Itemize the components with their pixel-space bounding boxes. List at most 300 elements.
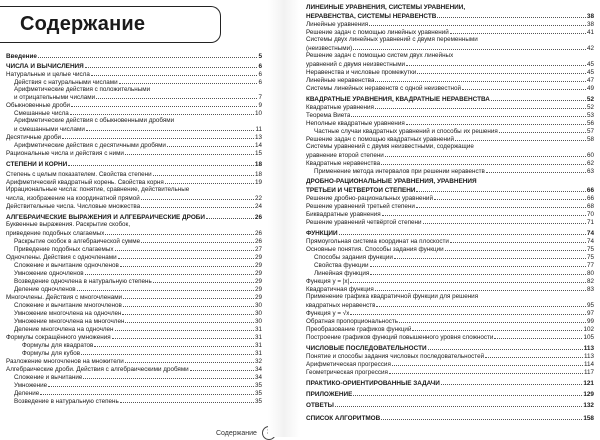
toc-entry-title: Арифметический квадратный корень. Свойства корня [6, 179, 164, 186]
toc-entry-title: Преобразование графиков функций [306, 326, 412, 333]
dot-leader [389, 368, 583, 374]
dot-leader [412, 325, 582, 331]
toc-entry[interactable] [306, 167, 594, 175]
toc-section-heading[interactable] [306, 379, 594, 387]
toc-entry[interactable] [306, 194, 594, 202]
toc-entry[interactable] [6, 101, 262, 109]
toc-page-number: 34 [254, 374, 262, 381]
dot-leader [153, 170, 254, 176]
dot-leader [450, 28, 586, 34]
toc-entry[interactable] [6, 221, 262, 228]
dot-leader [125, 317, 254, 323]
toc-page-number: 75 [586, 254, 594, 261]
dot-leader [416, 202, 586, 208]
toc-entry-title: Рациональные числа и действия с ними [6, 150, 124, 157]
toc-section-heading[interactable] [306, 186, 594, 194]
dot-leader [122, 309, 254, 315]
dot-leader [123, 293, 254, 299]
dot-leader [68, 160, 254, 166]
toc-section-heading[interactable] [306, 401, 594, 409]
toc-entry-title: Натуральные и целые числа [6, 71, 90, 78]
toc-section-heading[interactable] [306, 4, 594, 11]
dot-leader [105, 229, 254, 235]
toc-page-number: 9 [258, 102, 262, 109]
toc-entry[interactable] [306, 309, 594, 317]
toc-entry[interactable] [306, 68, 594, 76]
toc-entry-title: Линейная функция [314, 270, 370, 277]
toc-entry-title: ОТВЕТЫ [306, 402, 334, 409]
dot-leader [115, 325, 254, 331]
toc-entry[interactable] [306, 269, 594, 277]
toc-entry[interactable] [306, 301, 594, 309]
toc-entry-title: Биквадратные уравнения [306, 211, 381, 218]
dot-leader [71, 101, 257, 107]
toc-page-number: 158 [583, 415, 594, 422]
toc-entry-title: Прямоугольная система координат на плоскости [306, 238, 449, 245]
toc-page-number: 80 [586, 270, 594, 277]
toc-page-number: 6 [258, 79, 262, 86]
toc-entry[interactable] [6, 389, 262, 397]
toc-entry-title: Формулы сокращённого умножения [6, 334, 111, 341]
toc-entry[interactable] [6, 357, 262, 365]
toc-entry[interactable] [306, 159, 594, 167]
dot-leader [455, 135, 586, 141]
toc-entry-title: квадратных неравенств [306, 302, 376, 309]
toc-page-number: 53 [586, 112, 594, 119]
toc-entry-title: Разложение многочленов на множители [6, 358, 124, 365]
dot-leader [141, 237, 254, 243]
toc-entry-title: Построение графиков функций повышенного уровня сложности [306, 334, 494, 341]
toc-page-number: 102 [583, 326, 594, 333]
toc-page-number: 68 [586, 203, 594, 210]
toc-entry[interactable] [6, 109, 262, 117]
toc-entry[interactable] [306, 60, 594, 68]
dot-leader [399, 317, 586, 323]
toc-entry[interactable] [6, 397, 262, 405]
toc-entry-title: Решение дробно-рациональных уравнений [306, 195, 433, 202]
dot-leader [375, 76, 586, 82]
dot-leader [141, 194, 254, 200]
toc-section-heading[interactable] [306, 344, 594, 352]
toc-entry[interactable] [6, 317, 262, 325]
toc-section-heading[interactable] [306, 414, 594, 422]
toc-page-number: 47 [586, 77, 594, 84]
toc-entry[interactable] [6, 186, 262, 193]
toc-entry[interactable] [6, 333, 262, 341]
toc-entry[interactable] [6, 277, 262, 285]
toc-entry[interactable] [306, 103, 594, 111]
toc-page-number: 49 [586, 85, 594, 92]
toc-section-heading[interactable] [6, 213, 262, 221]
toc-entry[interactable] [306, 84, 594, 92]
dot-leader [62, 133, 254, 139]
toc-entry[interactable] [306, 277, 594, 285]
toc-entry-title: ДРОБНО-РАЦИОНАЛЬНЫЕ УРАВНЕНИЯ, УРАВНЕНИЯ [306, 178, 477, 185]
dot-leader [85, 62, 258, 68]
toc-page-number: 22 [254, 195, 262, 202]
toc-page-number: 95 [586, 302, 594, 309]
toc-page-number: 74 [586, 238, 594, 245]
dot-leader [494, 333, 582, 339]
dot-leader [339, 229, 586, 235]
toc-entry-title: Применение метода интервалов при решении неравенств [314, 168, 485, 175]
toc-entry-title: Буквенные выражения. Раскрытие скобок, [6, 221, 131, 228]
toc-entry[interactable] [306, 135, 594, 143]
dot-leader [81, 349, 254, 355]
toc-entry-title: Способы задания функции [314, 254, 393, 261]
dot-leader [350, 277, 586, 283]
dot-leader [125, 149, 254, 155]
toc-entry-title: Арифметические действия с положительными [14, 86, 151, 93]
toc-entry-title: приведение подобных слагаемых [6, 230, 105, 237]
toc-entry-title: Системы двух линейных уравнений с двумя переменными [306, 36, 478, 43]
toc-entry[interactable] [6, 269, 262, 277]
toc-entry[interactable] [6, 117, 262, 124]
toc-entry-title: Умножение одночленов [14, 270, 84, 277]
toc-entry[interactable] [6, 237, 262, 245]
toc-section-heading[interactable] [306, 229, 594, 237]
toc-entry[interactable] [6, 293, 262, 301]
toc-entry[interactable] [306, 127, 594, 135]
toc-entry-title: СТЕПЕНИ И КОРНИ [6, 161, 68, 168]
dot-leader [491, 95, 586, 101]
dot-leader [417, 68, 586, 74]
toc-entry[interactable] [306, 285, 594, 293]
dot-leader [96, 93, 257, 99]
toc-entry[interactable] [306, 352, 594, 360]
toc-entry-title: КВАДРАТНЫЕ УРАВНЕНИЯ, КВАДРАТНЫЕ НЕРАВЕНСТВА [306, 96, 490, 103]
toc-entry-title: Введение [6, 53, 37, 60]
dot-leader [141, 202, 254, 208]
toc-page-number: 34 [254, 366, 262, 373]
dot-leader [118, 253, 254, 259]
toc-page-number: 30 [254, 310, 262, 317]
toc-page-number: 18 [254, 171, 262, 178]
toc-page-number: 66 [586, 187, 594, 194]
toc-page-number: 29 [254, 254, 262, 261]
toc-entry-title: Деление [14, 390, 40, 397]
toc-page-number: 26 [254, 238, 262, 245]
toc-entry[interactable] [6, 261, 262, 269]
dot-leader [120, 397, 254, 403]
toc-entry-title: Применение графика квадратичной функции для решения [306, 293, 479, 300]
dot-leader [445, 245, 586, 251]
toc-entry-title: Функция y = |x| [306, 278, 350, 285]
toc-entry[interactable] [306, 28, 594, 36]
toc-entry-title: Сложение и вычитание многочленов [14, 302, 122, 309]
toc-entry[interactable] [6, 202, 262, 210]
toc-page-number: 58 [586, 136, 594, 143]
toc-page-number: 24 [254, 203, 262, 210]
toc-page-number: 105 [583, 334, 594, 341]
toc-entry[interactable] [6, 86, 262, 93]
dot-leader [125, 357, 254, 363]
toc-page-number: 5 [258, 53, 262, 60]
toc-page-number: 62 [586, 160, 594, 167]
toc-page-number: 70 [586, 211, 594, 218]
toc-entry-title: Решение задач с помощью линейных уравнений [306, 29, 449, 36]
toc-entry[interactable] [6, 170, 262, 178]
toc-entry-title: числа, изображение на координатной прямой [6, 195, 140, 202]
dot-leader [38, 52, 257, 58]
toc-entry[interactable] [6, 325, 262, 333]
dot-leader [406, 60, 586, 66]
dot-leader [165, 178, 254, 184]
toc-entry-title: Линейные уравнения [306, 21, 369, 28]
toc-page-number: 6 [258, 63, 262, 70]
toc-page-number: 32 [254, 358, 262, 365]
toc-page-number: 63 [586, 168, 594, 175]
toc-entry[interactable] [306, 111, 594, 119]
toc-page-number: 75 [586, 246, 594, 253]
toc-page-number: 57 [586, 128, 594, 135]
dot-leader [94, 341, 254, 347]
toc-entry[interactable] [6, 309, 262, 317]
toc-page-number: 113 [583, 345, 594, 352]
toc-section-heading[interactable] [6, 62, 262, 70]
dot-leader [48, 381, 254, 387]
toc-entry-title: Геометрическая прогрессия [306, 369, 388, 376]
toc-entry[interactable] [306, 76, 594, 84]
toc-page-number: 56 [586, 120, 594, 127]
toc-entry-title: Основные понятия. Способы задания функции [306, 246, 444, 253]
toc-entry[interactable] [306, 325, 594, 333]
toc-entry[interactable] [306, 151, 594, 159]
dot-leader [190, 365, 254, 371]
toc-page-number: 35 [254, 382, 262, 389]
toc-entry-title: Смешанные числа [14, 110, 69, 117]
dot-leader [86, 125, 255, 131]
toc-page-number: 66 [586, 195, 594, 202]
toc-page-number: 29 [254, 278, 262, 285]
dot-leader [353, 44, 586, 50]
toc-entry-title: Неполные квадратные уравнения [306, 120, 405, 127]
toc-entry[interactable] [6, 70, 262, 78]
toc-entry-title: Иррациональные числа: понятие, сравнение, действительные [6, 186, 190, 193]
toc-entry-title: Деление одночленов [14, 286, 76, 293]
toc-entry-title: Решение задач с помощью квадратных уравнений [306, 136, 455, 143]
toc-entry-title: Системы уравнений с двумя неизвестными, содержащие [306, 143, 474, 150]
toc-entry-title: ЧИСЛОВЫЕ ПОСЛЕДОВАТЕЛЬНОСТИ [306, 345, 427, 352]
dot-leader [119, 78, 258, 84]
toc-page-number: 132 [583, 402, 594, 409]
toc-entry[interactable] [6, 365, 262, 373]
toc-entry-title: Действия с натуральными числами [14, 79, 118, 86]
toc-entry[interactable] [6, 141, 262, 149]
dot-leader [376, 301, 586, 307]
toc-page-number: 77 [586, 262, 594, 269]
toc-page-number: 121 [583, 380, 594, 387]
toc-entry[interactable] [306, 333, 594, 341]
toc-section-heading[interactable] [306, 390, 594, 398]
toc-page-number: 31 [254, 350, 262, 357]
toc-page-number: 26 [254, 214, 262, 221]
toc-page-number: 29 [254, 262, 262, 269]
toc-entry[interactable] [306, 119, 594, 127]
toc-entry[interactable] [6, 341, 262, 349]
dot-leader [123, 301, 254, 307]
dot-leader [499, 127, 586, 133]
toc-entry[interactable] [6, 285, 262, 293]
toc-page-number: 7 [258, 94, 262, 101]
toc-entry-title: Формулы для кубов [22, 350, 81, 357]
toc-entry[interactable] [306, 218, 594, 226]
toc-entry[interactable] [6, 381, 262, 389]
toc-entry[interactable] [6, 194, 262, 202]
toc-page-number: 97 [586, 310, 594, 317]
toc-page-number: 30 [254, 318, 262, 325]
toc-entry[interactable] [306, 317, 594, 325]
toc-entry-title: Умножение многочлена на многочлен [14, 318, 125, 325]
toc-section-heading[interactable] [306, 178, 594, 185]
toc-entry-title: уравнений с двумя неизвестными [306, 61, 406, 68]
toc-page-number: 18 [254, 161, 262, 168]
dot-leader [437, 12, 586, 18]
dot-leader [91, 70, 258, 76]
toc-entry[interactable] [6, 301, 262, 309]
toc-entry-title: Возведение в натуральную степень [14, 398, 119, 405]
toc-entry[interactable] [306, 245, 594, 253]
toc-entry-title: Линейные неравенства [306, 77, 375, 84]
toc-page-number: 35 [254, 390, 262, 397]
dot-leader [370, 269, 586, 275]
toc-entry-title: Степень с целым показателем. Свойства степени [6, 171, 152, 178]
toc-page-number: 31 [254, 342, 262, 349]
toc-entry[interactable] [306, 52, 594, 59]
toc-page-number: 30 [254, 302, 262, 309]
toc-entry-title: Деление многочлена на одночлен [14, 326, 114, 333]
toc-entry[interactable] [306, 143, 594, 150]
dot-leader [416, 186, 585, 192]
dot-leader [382, 210, 586, 216]
left-page [0, 0, 268, 437]
toc-entry[interactable] [6, 349, 262, 357]
toc-entry-title: Раскрытие скобок в алгебраической сумме [14, 238, 141, 245]
toc-section-heading[interactable] [306, 12, 594, 20]
dot-leader [375, 285, 586, 291]
page-footer [216, 426, 276, 440]
toc-entry[interactable] [306, 210, 594, 218]
toc-entry[interactable] [306, 261, 594, 269]
dot-leader [350, 309, 586, 315]
toc-entry[interactable] [6, 149, 262, 157]
toc-entry-title: АЛГЕБРАИЧЕСКИЕ ВЫРАЖЕНИЯ И АЛГЕБРАИЧЕСКИЕ ДРОБИ [6, 214, 205, 221]
dot-leader [369, 20, 586, 26]
toc-entry-title: Квадратные неравенства [306, 160, 381, 167]
toc-entry-title: Десятичные дроби [6, 134, 62, 141]
toc-entry[interactable] [306, 368, 594, 376]
toc-entry[interactable] [6, 125, 262, 133]
toc-entry[interactable] [306, 293, 594, 300]
toc-entry-title: Понятие и способы задания числовых последовательностей [306, 353, 485, 360]
toc-page-number: 29 [254, 286, 262, 293]
dot-leader [485, 352, 583, 358]
toc-entry-title: Теорема Виета [306, 112, 351, 119]
toc-entry-title: Квадратичная функция [306, 286, 374, 293]
toc-entry-title: ЧИСЛА И ВЫЧИСЛЕНИЯ [6, 63, 84, 70]
toc-entry-title: Решение уравнений третьей степени [306, 203, 415, 210]
dot-leader [77, 285, 254, 291]
toc-entry[interactable] [6, 229, 262, 237]
toc-entry[interactable] [306, 360, 594, 368]
toc-entry[interactable] [6, 93, 262, 101]
toc-entry-title: Алгебраические дроби. Действия с алгебраическими дробями [6, 366, 189, 373]
toc-entry-title: Арифметическая прогрессия [306, 361, 391, 368]
dot-leader [370, 261, 586, 267]
toc-page-number: 11 [255, 126, 262, 133]
toc-entry[interactable] [6, 253, 262, 261]
toc-page-number: 29 [254, 270, 262, 277]
toc-entry[interactable] [6, 78, 262, 86]
toc-section-heading[interactable] [6, 160, 262, 168]
toc-entry[interactable] [306, 20, 594, 28]
toc-section-heading[interactable] [306, 95, 594, 103]
toc-page-number: 42 [586, 45, 594, 52]
toc-entry[interactable] [306, 36, 594, 43]
toc-entry[interactable] [6, 245, 262, 253]
toc-page-number: 41 [586, 29, 594, 36]
right-page [300, 0, 600, 437]
toc-entry-title: и смешанными числами [14, 126, 85, 133]
toc-entry-title: Действительные числа. Числовые множества [6, 203, 141, 210]
footer-label: Содержание [216, 429, 257, 437]
toc-section-heading[interactable] [6, 52, 262, 60]
toc-entry[interactable] [6, 373, 262, 381]
toc-page-number: 13 [254, 134, 262, 141]
toc-entry-title: ТРЕТЬЕЙ И ЧЕТВЁРТОЙ СТЕПЕНИ [306, 187, 416, 194]
dot-leader [394, 253, 586, 259]
toc-page-number: 71 [586, 219, 594, 226]
dot-leader [167, 141, 254, 147]
toc-page-number: 60 [586, 152, 594, 159]
toc-page-number: 83 [586, 286, 594, 293]
title-banner [0, 6, 221, 43]
toc-page-number: 99 [586, 318, 594, 325]
toc-entry-title: Решение уравнений четвёртой степени [306, 219, 422, 226]
toc-entry[interactable] [306, 44, 594, 52]
toc-entry[interactable] [306, 237, 594, 245]
toc-page-number: 31 [254, 326, 262, 333]
dot-leader [335, 401, 582, 407]
toc-page-number: 26 [254, 230, 262, 237]
dot-leader [381, 159, 586, 165]
dot-leader [462, 84, 586, 90]
toc-entry-title: Арифметические действия с обыкновенными дробями [14, 117, 175, 124]
toc-entry-title: Обратная пропорциональность [306, 318, 399, 325]
toc-entry-title: Квадратные уравнения [306, 104, 374, 111]
toc-entry-title: и отрицательными числами [14, 94, 96, 101]
toc-page-number: 35 [254, 398, 262, 405]
dot-leader [83, 373, 254, 379]
dot-leader [375, 103, 586, 109]
toc-entry[interactable] [6, 133, 262, 141]
toc-entry[interactable] [306, 253, 594, 261]
toc-entry[interactable] [6, 178, 262, 186]
dot-leader [428, 344, 583, 350]
toc-entry-title: ЛИНЕЙНЫЕ УРАВНЕНИЯ, СИСТЕМЫ УРАВНЕНИЙ, [306, 4, 466, 11]
toc-entry[interactable] [306, 202, 594, 210]
toc-entry-title: Частные случаи квадратных уравнений и способы их решения [314, 128, 498, 135]
toc-page-number: 45 [586, 61, 594, 68]
toc-page-number: 29 [254, 294, 262, 301]
toc-page-number: 14 [254, 142, 262, 149]
toc-page-number: 10 [254, 110, 262, 117]
toc-entry-title: Неравенства и числовые промежутки [306, 69, 417, 76]
toc-page-number: 52 [586, 104, 594, 111]
toc-page-number: 117 [583, 369, 594, 376]
dot-leader [351, 111, 586, 117]
dot-leader [115, 245, 254, 251]
